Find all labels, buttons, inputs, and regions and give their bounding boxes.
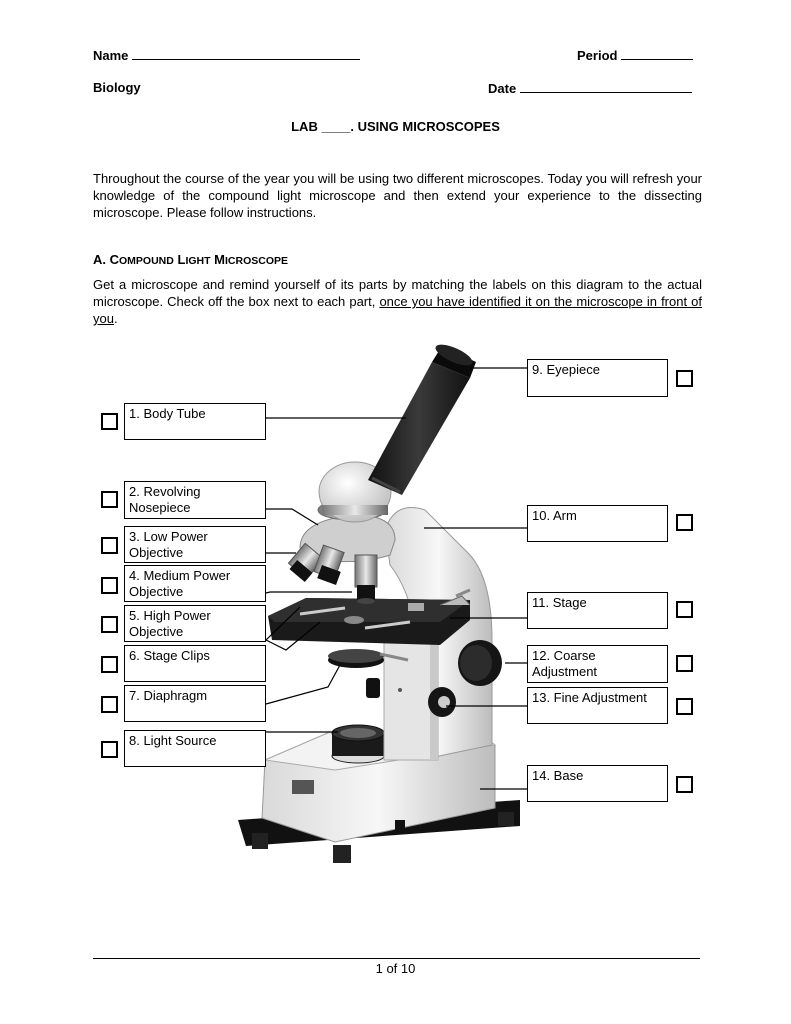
checkbox-body-tube[interactable] (101, 413, 118, 430)
checkbox-base[interactable] (676, 776, 693, 793)
label-body-tube[interactable]: 1. Body Tube (124, 403, 266, 440)
label-arm[interactable]: 10. Arm (527, 505, 668, 542)
page-number: 1 of 10 (375, 961, 416, 976)
checkbox-stage-clips[interactable] (101, 656, 118, 673)
label-coarse-adjustment[interactable]: 12. Coarse Adjustment (527, 645, 668, 683)
foot-front (333, 845, 351, 863)
label-stage-clips[interactable]: 6. Stage Clips (124, 645, 266, 682)
checkbox-eyepiece[interactable] (676, 370, 693, 387)
label-eyepiece[interactable]: 9. Eyepiece (527, 359, 668, 397)
label-stage[interactable]: 11. Stage (527, 592, 668, 629)
period-label: Period (577, 48, 618, 63)
checkbox-light-source[interactable] (101, 741, 118, 758)
checkbox-arm[interactable] (676, 514, 693, 531)
label-light-source[interactable]: 8. Light Source (124, 730, 266, 767)
label-fine-adjustment[interactable]: 13. Fine Adjustment (527, 687, 668, 724)
base-logo (292, 780, 314, 794)
checkbox-coarse-adjustment[interactable] (676, 655, 693, 672)
label-medium-power-objective[interactable]: 4. Medium Power Objective (124, 565, 266, 602)
checkbox-diaphragm[interactable] (101, 696, 118, 713)
label-base[interactable]: 14. Base (527, 765, 668, 802)
checkbox-high-power-objective[interactable] (101, 616, 118, 633)
body-tube (368, 362, 470, 495)
date-label: Date (488, 81, 517, 96)
intro-paragraph: Throughout the course of the year you will be using two different microscopes. Today you will refresh your knowledge of the compound light microscope and then extend your experience to the dissecting microscope. Please follow instructions. (93, 171, 702, 220)
checkbox-low-power-objective[interactable] (101, 537, 118, 554)
label-high-power-objective[interactable]: 5. High Power Objective (124, 605, 266, 642)
section-a-title: A. COMPOUND LIGHT MICROSCOPE (93, 252, 289, 267)
foot-left (252, 833, 268, 849)
subject-label: Biology (93, 80, 141, 95)
label-revolving-nosepiece[interactable]: 2. Revolving Nosepiece (124, 481, 266, 519)
section-a-instructions: Get a microscope and remind yourself of its parts by matching the labels on this diagram to the actual microscope. Check off the box next to each part, once you have identified it on the microscope in front of you. (93, 277, 702, 326)
checkbox-fine-adjustment[interactable] (676, 698, 693, 715)
label-diaphragm[interactable]: 7. Diaphragm (124, 685, 266, 722)
name-label: Name (93, 48, 129, 63)
checkbox-medium-power-objective[interactable] (101, 577, 118, 594)
lab-title: LAB ____. USING MICROSCOPES (291, 119, 500, 134)
footer-rule (93, 958, 700, 959)
foot-right (498, 812, 514, 826)
checkbox-stage[interactable] (676, 601, 693, 618)
checkbox-revolving-nosepiece[interactable] (101, 491, 118, 508)
label-low-power-objective[interactable]: 3. Low Power Objective (124, 526, 266, 563)
power-switch (395, 820, 405, 830)
